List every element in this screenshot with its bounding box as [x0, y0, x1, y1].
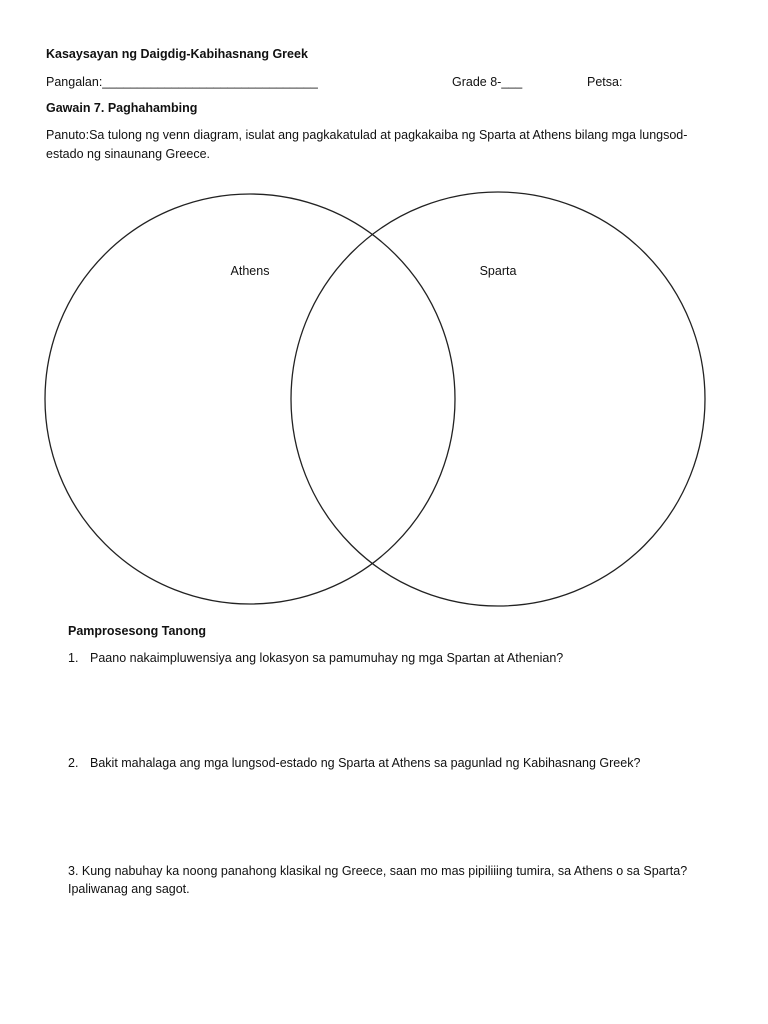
- venn-circle-athens: [45, 194, 455, 604]
- worksheet-title: Kasaysayan ng Daigdig-Kabihasnang Greek: [46, 47, 308, 61]
- question-1-number: 1.: [68, 651, 79, 665]
- activity-title: Gawain 7. Paghahambing: [46, 101, 198, 115]
- questions-heading: Pamprosesong Tanong: [68, 624, 206, 638]
- grade-field-label: Grade 8-___: [452, 75, 523, 89]
- question-2-text: Bakit mahalaga ang mga lungsod-estado ng Sparta at Athens sa pagunlad ng Kabihasnang Greek?: [90, 756, 641, 770]
- question-3-text: 3. Kung nabuhay ka noong panahong klasikal ng Greece, saan mo mas pipiliiing tumira, sa Athens o sa Sparta? Ipaliwanag ang sagot.: [68, 864, 688, 896]
- venn-circle-sparta: [291, 192, 705, 606]
- activity-instructions: Panuto:Sa tulong ng venn diagram, isulat ang pagkakatulad at pagkakaiba ng Sparta at Athens bilang mga lungsod-estado ng sinaunang Greece.: [46, 128, 688, 161]
- date-field-label: Petsa:: [587, 75, 623, 89]
- question-2-number: 2.: [68, 756, 79, 770]
- venn-label-athens: Athens: [230, 264, 270, 278]
- venn-label-sparta: Sparta: [479, 264, 517, 278]
- question-1-text: Paano nakaimpluwensiya ang lokasyon sa pamumuhay ng mga Spartan at Athenian?: [90, 651, 564, 665]
- name-field-label: Pangalan:_______________________________: [46, 75, 318, 89]
